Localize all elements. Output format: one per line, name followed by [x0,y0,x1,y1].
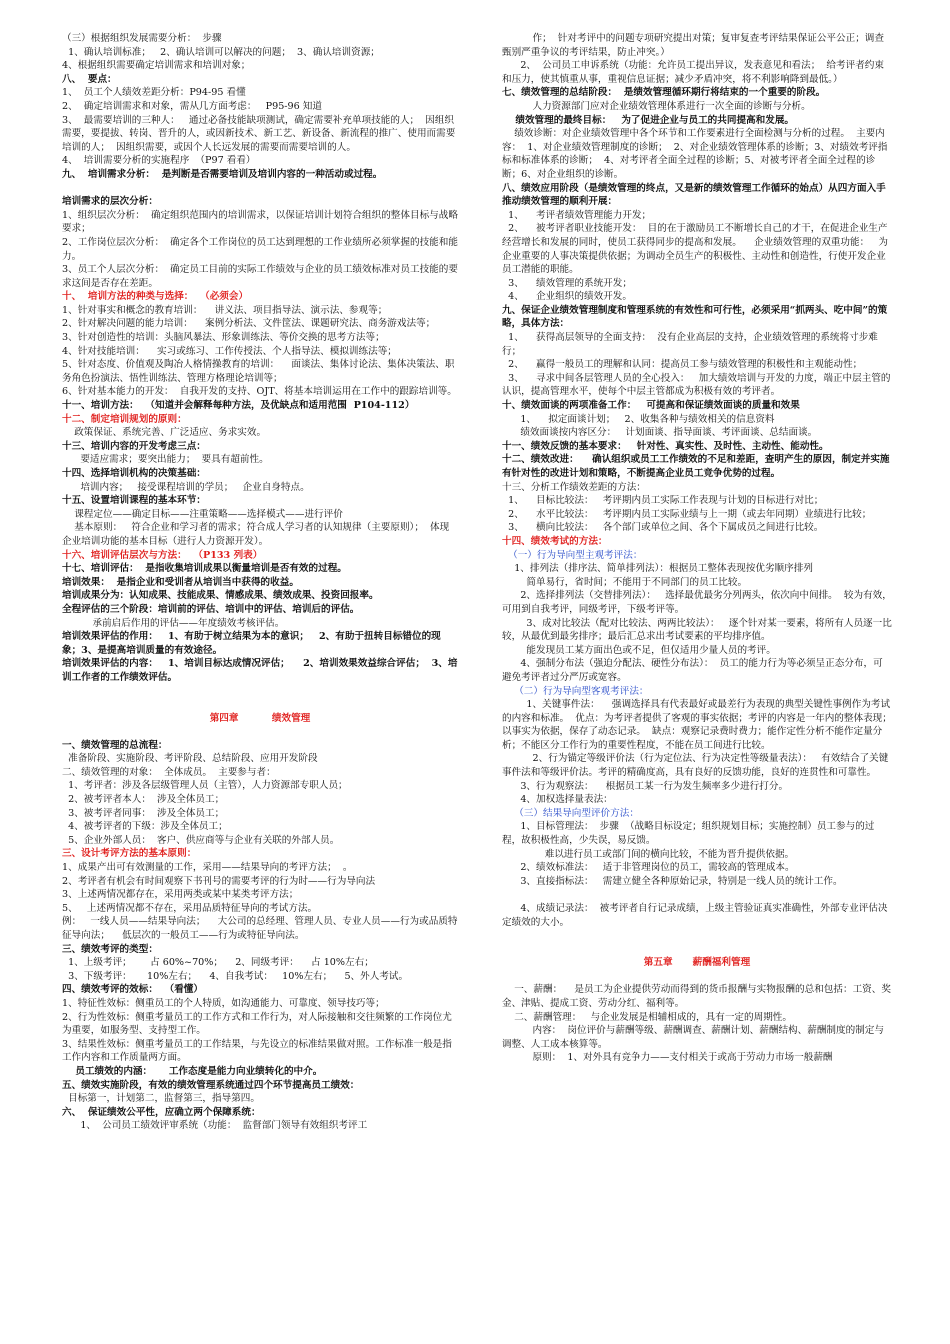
text-line: 难以进行员工或部门间的横向比较，不能为晋升提供依据。 [502,848,795,860]
section-heading: 十二、制定培训规划的原则： [62,413,187,425]
text-line: 2、被考评者本人： 涉及全体员工； [62,794,225,806]
spacer [62,725,458,739]
text-line: 原则： 1、对外具有竞争力——支付相关于或高于劳动力市场一般薪酬 [502,1052,833,1064]
section-heading: 培训效果评估的内容： 1、培训目标达成情况评估； 2、培训效果效益综合评估； 3、培训工作者的工作绩效评估。 [62,658,458,683]
text-line: 3、 最需要培训的三种人： 通过必备技能缺项测试，确定需要补充单项技能的人； 因组织需要，要提拔、转岗、晋升的人，或因新技术、新工艺、新设备、新流程的推广、使用而需要培训的人； 因组织需要，或因个人长远发展的需要而需要培训的人。 [62,114,456,153]
section-heading: 九、 培训需求分析： 是判断是否需要培训及培训内容的一种活动或过程。 [62,168,383,180]
text-line: 1、组织层次分析： 确定组织范围内的培训需求，以保证培训计划符合组织的整体目标与战略要求； [62,209,458,235]
section-heading: （三）结果导向型评价方法： [502,807,639,819]
text-line: 2、 确定培训需求和对象，需从几方面考虑： P95-96 知道 [62,100,322,112]
section-heading: 员工绩效的内涵： 工作态度是能力向业绩转化的中介。 [62,1065,323,1077]
spacer [62,182,458,196]
text-line: 3、 寻求中间各层管理人员的全心投入： 加大绩效培训与开发的力度，端正中层主管的认识，提高管理水平，使每个中层主管都成为积极有效的考评者。 [502,372,891,398]
section-heading: 三、绩效考评的类型： [62,943,158,955]
text-line: 5、企业外部人员： 客户、供应商等与企业有关联的外部人员。 [62,834,340,846]
section-heading: 十六、培训评估层次与方法： （P133 列表） [62,549,263,561]
section-heading: 培训需求的层次分析： [62,196,158,208]
section-heading: 绩效管理的最终目标： 为了促进企业与员工的共同提高和发展。 [502,114,795,126]
section-heading: 五、绩效实施阶段，有效的绩效管理系统通过四个环节提高员工绩效： [62,1079,360,1091]
chapter-title: 第五章 薪酬福利管理 [643,957,751,969]
text-line: 1、成果产出可有效测量的工作，采用——结果导向的考评方法； 。 [62,862,353,874]
text-line: 1、确认培训标准； 2、确认培训可以解决的问题； 3、确认培训资源； [62,46,380,58]
chapter-title: 第四章 绩效管理 [209,712,311,724]
text-line: 4、成绩记录法： 被考评者自行记录成绩，上级主管验证真实准确性，外部专业评估决定绩效的大小。 [502,903,888,928]
text-line: 1、排列法（排序法、简单排列法）：根据员工整体表现按优劣顺序排列 [502,563,813,575]
text-line: 1、目标管理法： 步骤 （战略目标设定；组织规划目标；实施控制）员工参与的过程，故积极性高，少失误，易反馈。 [502,821,875,847]
text-line: 培训内容； 接受课程培训的学员； 企业自身特点。 [62,481,310,493]
text-line: 3、下级考评： 10%左右； 4、自我考试： 10%左右； 5、外人考试。 [62,970,409,982]
section-heading: （二）行为导向型客观考评法： [502,685,649,697]
spacer [502,888,892,902]
text-line: 2、工作岗位层次分析： 确定各个工作岗位的员工达到理想的工作业绩所必须掌握的技能和能力。 [62,236,458,262]
section-heading: 培训效果评估的作用： 1、有助于树立结果为本的意识； 2、有助于扭转目标错位的现象；3、是提高培训质量的有效途径。 [62,631,441,656]
section-heading: 十一、培训方法： （知道并会解释每种方法，及优缺点和适用范围 P104-112） [62,400,415,412]
section-heading: 八、 要点： [62,73,117,85]
text-line: 3、成对比较法（配对比较法、两两比较法）： 逐个针对某一要素，将所有人员逐一比较，从最优到最劣排序；最后汇总求出考试要素的平均排序值。 [502,617,892,643]
section-heading: 十七、培训评估： 是指收集培训成果以衡量培训是否有效的过程。 [62,563,347,575]
text-line: 绩效面谈按内容区分： 计划面谈、指导面谈、考评面谈、总结面谈。 [502,427,818,439]
left-column [62,32,458,1133]
section-heading: 八、绩效应用阶段（是绩效管理的终点，又是新的绩效管理工作循环的始点）从四方面入手推动绩效管理的顺利开展： [502,182,886,208]
text-line: 5、针对态度、价值观及陶冶人格情操教育的培训： 面谈法、集体讨论法、集体决策法、职务角色扮演法、悟性训练法、管理方格理论培训等； [62,359,455,384]
right-column [502,32,892,1065]
section-heading: 十四、选择培训机构的决策基础： [62,468,206,479]
text-line: 1、关键事件法： 强调选择具有代表最好或最差行为表现的典型关键性事例作为考试的内容和标准。 优点：为考评者提供了客观的事实依据；考评的内容是一年内的整体表现；以事实为依据，保存了动态记录。 缺点：观察记录费时费力；能作定性分析不能作定量分析；不能区分工作行为的重要性程度，不能在员工间进行比较。 [502,699,892,751]
section-heading: 培训成果分为：认知成果、技能成果、情感成果、绩效成果、投资回报率。 [62,590,379,602]
text-line: 基本原则： 符合企业和学习者的需求；符合成人学习者的认知规律（主要原则）； 体现企业培训功能的基本目标（进行人力资源开发）。 [62,522,450,547]
text-line: 二、绩效管理的对象： 全体成员。 主要参与者： [62,766,276,778]
section-heading: 一、绩效管理的总流程： [62,739,168,751]
text-line: 2、针对解决问题的能力培训： 案例分析法、文件筐法、课题研究法、商务游戏法等； [62,318,436,330]
section-heading: 十、绩效面谈的两项准备工作： 可提高和保证绩效面谈的质量和效果 [502,400,800,412]
text-line: 4、根据组织需要确定培训需求和培训对象； [62,60,251,72]
text-line: 2、行为锚定等级评价法（行为定位法、行为决定性等级量表法）： 有效结合了关键事件法和等级评价法。考评的精确度高，具有良好的反馈功能，良好的连贯性和可靠性。 [502,753,889,779]
text-line: 3、 绩效管理的系统开发； [502,277,632,289]
section-heading: 九、保证企业绩效管理制度和管理系统的有效性和可行性，必须采用“抓两头、吃中间”的策略，具体方法： [502,304,888,330]
text-line: 4、加权选择量表法： [502,794,613,806]
text-line: 3、被考评者同事： 涉及全体员工； [62,807,225,819]
text-line: 准备阶段、实施阶段、考评阶段、总结阶段、应用开发阶段 [62,753,318,765]
text-line: 1、特征性效标：侧重员工的个人特质，如沟通能力、可靠度、领导技巧等； [62,997,385,1009]
text-line: 3、行为观察法： 根据员工某一行为发生频率多少进行打分。 [502,780,789,792]
text-line: 1、 目标比较法： 考评期内员工实际工作表现与计划的目标进行对比； [502,495,824,507]
text-line: 2、 被考评者职业技能开发： 目的在于激励员工不断增长自己的才干，在促进企业生产经营增长和发展的同时，使员工获得同步的提高和发展。 企业绩效管理的双重功能： 为企业重要的人事决策提供依据；为调动全员生产的积极性、主动性和创造性，行使开发企业员工潜能的职能。 [502,223,888,276]
text-line: 目标第一，计划第二，监督第三，指导第四。 [62,1093,260,1105]
text-line: 3、员工个人层次分析： 确定员工目前的实际工作绩效与企业的员工绩效标准对员工技能的要求这间是否存在差距。 [62,264,458,289]
text-line: 承前启后作用的评估——年度绩效考核评估。 [62,617,285,629]
text-line: 课程定位——确定目标——注重策略——选择模式——进行评价 [62,508,343,520]
text-line: 例： 一线人员——结果导向法； 大公司的总经理、管理人员、专业人员——行为或品质特征导向法； 低层次的一般员工——行为或特征导向法。 [62,916,458,941]
text-line: 4、被考评者的下级：涉及全体员工； [62,821,228,833]
text-line: 4、 企业组织的绩效开发。 [502,291,632,303]
section-heading: （一）行为导向型主观考评法： [502,549,643,561]
section-heading: 七、绩效管理的总结阶段： 是绩效管理循环期行将结束的一个重要的阶段。 [502,87,826,99]
text-line: 绩效诊断：对企业绩效管理中各个环节和工作要素进行全面检测与分析的过程。 主要内容： 1、对企业绩效管理制度的诊断； 2、对企业绩效管理体系的诊断；3、对绩效考评指标和标准体系的诊断； 4、对考评者全面全过程的诊断；5、对被考评者全面全过程的诊断；6、对企业组织的诊断。 [502,128,888,180]
text-line: 4、强制分布法（强迫分配法、硬性分布法）： 员工的能力行为等必须呈正态分布，可避免考评者过分严厉或宽容。 [502,658,883,683]
text-line: 2、 赢得一般员工的理解和认同：提高员工参与绩效管理的积极性和主观能动性； [502,359,863,371]
text-line: 一、薪酬： 是员工为企业提供劳动而得到的货币报酬与实物报酬的总和包括：工资、奖金、津贴、提成工资、劳动分红、福利等。 [502,984,891,1009]
text-line: 2、 水平比较法： 考评期内员工实际业绩与上一期（或去年同期）业绩进行比较； [502,508,872,520]
text-line: 1、考评者：涉及各层级管理人员（主管），人力资源部专职人员； [62,780,348,792]
text-line: 2、 公司员工申诉系统（功能：允许员工提出异议，发表意见和看法； 给考评者约束和压力，使其慎重从事，重视信息证据；减少矛盾冲突，将不利影响降到最低。） [502,60,884,85]
text-line: 3、上述两情况都存在，采用两类或某中某类考评方法； [62,889,299,901]
text-line: 要适应需求；要突出能力； 要具有超前性。 [62,454,269,466]
text-line: 内容： 岗位评价与薪酬等级、薪酬调查、薪酬计划、薪酬结构、薪酬制度的制定与调整、人工成本核算等。 [502,1025,884,1050]
section-heading: 六、 保证绩效公平性，应确立两个保障系统： [62,1106,261,1118]
spacer [502,970,892,984]
text-line: 2、绩效标准法： 适于非管理岗位的员工，需较高的管理成本。 [502,862,795,874]
text-line: 1、 员工个人绩效差距分析：P94-95 看懂 [62,87,246,99]
section-heading: 四、绩效考评的效标： （看懂） [62,984,203,996]
spacer [502,929,892,956]
section-heading: 三、设计考评方法的基本原则： [62,848,197,860]
text-line: 3、 横向比较法： 各个部门或单位之间、各个下属成员之间进行比较。 [502,522,824,534]
spacer [62,685,458,712]
text-line: 3、针对创造性的培训：头脑风暴法、形象训练法、等价交换的思考方法等； [62,332,385,344]
section-heading: 十四、绩效考试的方法： [502,535,608,547]
text-line: 能发现员工某方面出色或不足，但仅适用少量人员的考评。 [502,644,776,656]
text-line: 作； 针对考评中的问题专项研究提出对策；复审复查考评结果保证公平公正；调查甄别严重争议的考评结果，防止冲突。） [502,33,884,58]
text-line: 2、行为性效标：侧重考量员工的工作方式和工作行为，对人际接触和交往频繁的工作岗位尤为重要，如服务型、支持型工作。 [62,1011,452,1037]
text-line: 二、薪酬管理： 与企业发展是相辅相成的，具有一定的周期性。 [502,1011,792,1023]
text-line: 简单易行，省时间；不能用于不同部门的员工比较。 [502,576,748,588]
text-line: 2、选择排列法（交替排列法）： 选择最优最劣分列两头，依次向中间排。 较为有效，可用到自我考评，同级考评，下级考评等。 [502,590,892,615]
section-heading: 十、 培训方法的种类与选择： （必须会） [62,291,249,303]
text-line: （三）根据组织发展需要分析： 步骤 [62,33,222,44]
section-heading: 十一、绩效反馈的基本要求： 针对性、真实性、及时性、主动性、能动性。 [502,440,829,452]
section-heading: 十五、设置培训课程的基本环节： [62,495,206,507]
section-heading: 培训效果： 是指企业和受训者从培训当中获得的收益。 [62,576,299,588]
text-line: 4、 培训需要分析的实施程序 （P97 看看） [62,155,256,167]
text-line: 4、针对技能培训： 实习或练习、工作传授法、个人指导法、模拟训练法等； [62,345,397,357]
text-line: 1、上级考评； 占 60%~70%； 2、同级考评： 占 10%左右； [62,957,374,969]
text-line: 6、针对基本能力的开发： 自我开发的支持、OJT、将基本培训运用在工作中的跟踪培训等。 [62,386,457,398]
section-heading: 全程评估的三个阶段：培训前的评估、培训中的评估、培训后的评估。 [62,603,360,615]
text-line: 5、 上述两情况都不存在，采用品质特征导向的考试方法。 [62,902,318,914]
text-line: 1、针对事实和概念的教育培训： 讲义法、项目指导法、演示法、参观等； [62,304,388,316]
section-heading: 十三、培训内容的开发考虑三点： [62,440,206,452]
text-line: 十三、分析工作绩效差距的方法： [502,481,646,493]
text-line: 1、 公司员工绩效评审系统（功能： 监督部门领导有效组织考评工 [62,1120,368,1132]
text-line: 3、结果性效标：侧重考量员工的工作结果，与先设立的标准结果做对照。工作标准一般是指工作内容和工作质量两方面。 [62,1038,452,1064]
text-line: 3、直接指标法： 需建立健全各种原始记录，特别是一线人员的统计工作。 [502,875,843,887]
text-line: 1、 获得高层领导的全面支持： 没有企业高层的支持，企业绩效管理的系统将寸步难行； [502,332,878,357]
text-line: 1、 考评者绩效管理能力开发； [502,209,652,221]
text-line: 人力资源部门应对企业绩效管理体系进行一次全面的诊断与分析。 [502,100,811,112]
text-line: 1、 拟定面谈计划； 2、收集各种与绩效相关的信息资料 [502,413,775,425]
text-line: 政策保证、系统完善、广泛适应、务求实效。 [62,427,267,439]
text-line: 2、考评者有机会有时间观察下书刊号的需要考评的行为时——行为导向法 [62,875,376,887]
section-heading: 十二、绩效改进： 确认组织或员工工作绩效的不足和差距，查明产生的原因，制定并实施有针对性的改进计划和策略，不断提高企业员工竞争优势的过程。 [502,454,890,479]
